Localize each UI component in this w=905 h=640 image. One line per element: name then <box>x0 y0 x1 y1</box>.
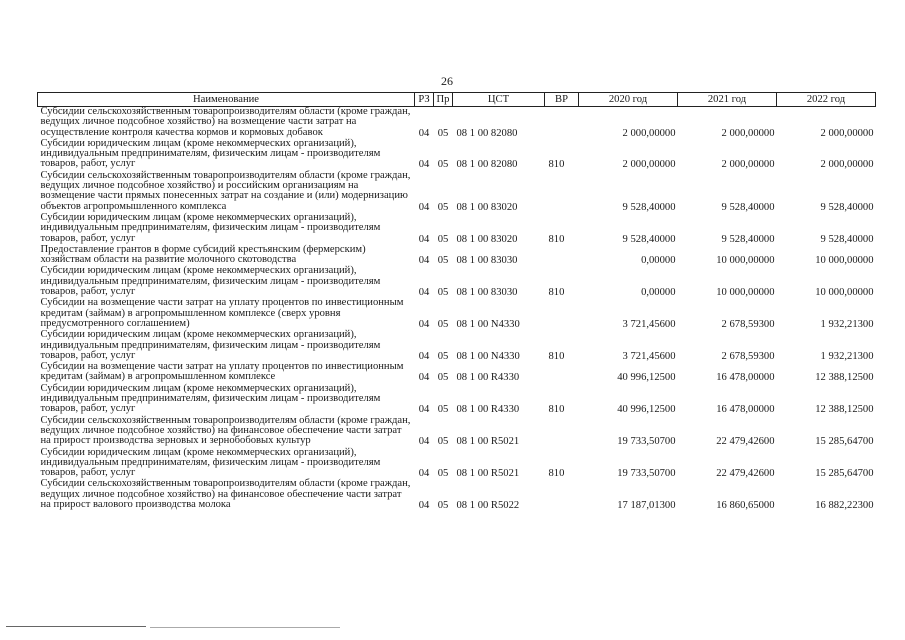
cell-vr <box>545 362 579 384</box>
cell-vr: 810 <box>548 350 565 362</box>
cell-rz: 04 <box>418 233 430 245</box>
cell-rz: 04 <box>418 499 430 511</box>
cell-y2021: 22 479,42600 <box>716 436 775 448</box>
cell-cst: 08 1 00 N4330 <box>456 350 520 362</box>
cell-pr: 05 <box>437 233 449 245</box>
cell-pr: 05 <box>437 436 449 448</box>
table-row <box>38 139 876 171</box>
table-header-row <box>38 93 876 107</box>
cell-pr: 05 <box>437 404 449 416</box>
cell-pr: 05 <box>437 318 449 330</box>
cell-y2022: 10 000,00000 <box>815 255 874 267</box>
budget-table <box>37 92 876 511</box>
cell-y2021: 10 000,00000 <box>716 287 775 299</box>
cell-pr: 05 <box>437 499 449 511</box>
cell-y2022: 9 528,40000 <box>820 201 874 213</box>
cell-y2021: 2 678,59300 <box>721 318 775 330</box>
cell-pr: 05 <box>437 201 449 213</box>
cell-y2022: 16 882,22300 <box>815 499 874 511</box>
cell-cst: 08 1 00 R5021 <box>456 436 520 448</box>
cell-vr <box>545 298 579 330</box>
cell-rz: 04 <box>418 159 430 171</box>
cell-cst: 08 1 00 83020 <box>456 201 518 213</box>
cell-y2022: 2 000,00000 <box>820 159 874 171</box>
cell-y2022: 15 285,64700 <box>815 436 874 448</box>
cell-y2020: 3 721,45600 <box>622 318 676 330</box>
cell-y2021: 2 678,59300 <box>721 350 775 362</box>
cell-y2020: 3 721,45600 <box>622 350 676 362</box>
table-row <box>38 330 876 362</box>
cell-rz: 04 <box>418 436 430 448</box>
cell-y2021: 16 860,65000 <box>716 499 775 511</box>
cell-y2020: 0,00000 <box>641 287 676 299</box>
cell-rz: 04 <box>418 255 430 267</box>
table-row <box>38 213 876 245</box>
cell-y2020: 19 733,50700 <box>617 436 676 448</box>
cell-vr <box>545 107 579 139</box>
cell-y2020: 9 528,40000 <box>622 201 676 213</box>
table-body <box>38 107 876 512</box>
cell-pr: 05 <box>437 159 449 171</box>
header-vr: ВР <box>545 93 579 107</box>
cell-name: Субсидии на возмещение части затрат на уплату процентов по инвестиционным кредитам (займам) в агропромышленном комплексе <box>40 361 404 383</box>
cell-y2022: 15 285,64700 <box>815 468 874 480</box>
cell-rz: 04 <box>418 372 430 384</box>
cell-y2020: 2 000,00000 <box>622 159 676 171</box>
table-row <box>38 171 876 213</box>
page-number: 26 <box>441 74 453 88</box>
cell-y2022: 1 932,21300 <box>820 318 874 330</box>
cell-y2022: 12 388,12500 <box>815 372 874 384</box>
table-row <box>38 416 876 448</box>
cell-cst: 08 1 00 82080 <box>456 127 518 139</box>
cell-rz: 04 <box>418 468 430 480</box>
cell-vr <box>545 171 579 213</box>
cell-pr: 05 <box>437 350 449 362</box>
cell-y2021: 2 000,00000 <box>721 159 775 171</box>
cell-pr: 05 <box>437 372 449 384</box>
cell-cst: 08 1 00 R4330 <box>456 372 520 384</box>
cell-vr: 810 <box>548 233 565 245</box>
cell-cst: 08 1 00 N4330 <box>456 318 520 330</box>
header-2020: 2020 год <box>579 93 678 107</box>
cell-y2022: 1 932,21300 <box>820 350 874 362</box>
table-row <box>38 362 876 384</box>
footer-rule <box>6 626 146 627</box>
cell-name: Субсидии сельскохозяйственным товаропроизводителям области (кроме граждан, ведущих личное подсобное хозяйство) и российским организациям на возмещение части прямых понесенных затрат на создание и (или) модернизацию объектов агропромышленного комплекса <box>40 169 411 212</box>
table-row <box>38 448 876 480</box>
cell-y2021: 16 478,00000 <box>716 404 775 416</box>
cell-y2020: 0,00000 <box>641 255 676 267</box>
cell-vr <box>545 245 579 267</box>
cell-pr: 05 <box>437 468 449 480</box>
header-pr: Пр <box>434 93 453 107</box>
cell-y2021: 2 000,00000 <box>721 127 775 139</box>
cell-y2021: 16 478,00000 <box>716 372 775 384</box>
cell-name: Субсидии юридическим лицам (кроме некоммерческих организаций), индивидуальным предпринимателям, физическим лицам - производителям товаров, работ, услуг <box>40 446 381 479</box>
cell-rz: 04 <box>418 318 430 330</box>
cell-name: Субсидии юридическим лицам (кроме некоммерческих организаций), индивидуальным предпринимателям, физическим лицам - производителям товаров, работ, услуг <box>40 137 381 170</box>
cell-y2022: 2 000,00000 <box>820 127 874 139</box>
cell-vr: 810 <box>548 468 565 480</box>
cell-name: Субсидии сельскохозяйственным товаропроизводителям области (кроме граждан, ведущих личное подсобное хозяйство) на возмещение части затрат на осуществление контроля качества кормов и кормовых добавок <box>40 106 411 138</box>
cell-cst: 08 1 00 R5022 <box>456 499 520 511</box>
cell-y2021: 10 000,00000 <box>716 255 775 267</box>
header-cst: ЦСТ <box>453 93 545 107</box>
cell-name: Субсидии на возмещение части затрат на уплату процентов по инвестиционным кредитам (займам) в агропромышленном комплексе (сверх уровня предусмотренного соглашением) <box>40 297 404 329</box>
cell-pr: 05 <box>437 287 449 299</box>
header-2021: 2021 год <box>678 93 777 107</box>
cell-cst: 08 1 00 83030 <box>456 287 518 299</box>
cell-name: Субсидии сельскохозяйственным товаропроизводителям области (кроме граждан, ведущих личное подсобное хозяйство) на финансовое обеспечение части затрат на прирост производства зерновых и зернобобовых культур <box>40 414 411 447</box>
table-row <box>38 384 876 416</box>
cell-y2020: 40 996,12500 <box>617 372 676 384</box>
table-row <box>38 266 876 298</box>
table-row <box>38 298 876 330</box>
cell-name: Субсидии юридическим лицам (кроме некоммерческих организаций), индивидуальным предпринимателям, физическим лицам - производителям товаров, работ, услуг <box>40 329 381 361</box>
cell-cst: 08 1 00 83020 <box>456 233 518 245</box>
cell-name: Субсидии сельскохозяйственным товаропроизводителям области (кроме граждан, ведущих личное подсобное хозяйство) на финансовое обеспечение части затрат на прирост валового производства молока <box>40 478 411 510</box>
cell-vr: 810 <box>548 404 565 416</box>
cell-rz: 04 <box>418 287 430 299</box>
table-row <box>38 479 876 511</box>
cell-vr <box>545 479 579 511</box>
cell-cst: 08 1 00 R5021 <box>456 468 520 480</box>
cell-rz: 04 <box>418 201 430 213</box>
header-2022: 2022 год <box>777 93 876 107</box>
cell-y2022: 10 000,00000 <box>815 287 874 299</box>
cell-cst: 08 1 00 83030 <box>456 255 518 267</box>
cell-y2022: 9 528,40000 <box>820 233 874 245</box>
footer-rule-faint <box>150 627 340 628</box>
table-row <box>38 245 876 267</box>
cell-y2020: 19 733,50700 <box>617 468 676 480</box>
cell-name: Субсидии юридическим лицам (кроме некоммерческих организаций), индивидуальным предпринимателям, физическим лицам - производителям товаров, работ, услуг <box>40 382 381 415</box>
cell-pr: 05 <box>437 255 449 267</box>
header-name: Наименование <box>38 93 415 107</box>
cell-y2020: 17 187,01300 <box>617 499 676 511</box>
cell-name: Субсидии юридическим лицам (кроме некоммерческих организаций), индивидуальным предпринимателям, физическим лицам - производителям товаров, работ, услуг <box>40 211 381 244</box>
cell-name: Предоставление грантов в форме субсидий крестьянским (фермерским) хозяйствам области на развитие молочного скотоводства <box>40 243 366 266</box>
cell-rz: 04 <box>418 350 430 362</box>
cell-y2020: 9 528,40000 <box>622 233 676 245</box>
cell-y2022: 12 388,12500 <box>815 404 874 416</box>
cell-y2021: 9 528,40000 <box>721 201 775 213</box>
header-rz: РЗ <box>415 93 434 107</box>
cell-y2021: 22 479,42600 <box>716 468 775 480</box>
cell-y2020: 2 000,00000 <box>622 127 676 139</box>
table-row <box>38 107 876 139</box>
cell-pr: 05 <box>437 127 449 139</box>
cell-name: Субсидии юридическим лицам (кроме некоммерческих организаций), индивидуальным предпринимателям, физическим лицам - производителям товаров, работ, услуг <box>40 265 381 298</box>
cell-cst: 08 1 00 82080 <box>456 159 518 171</box>
cell-y2020: 40 996,12500 <box>617 404 676 416</box>
cell-vr: 810 <box>548 287 565 299</box>
cell-rz: 04 <box>418 127 430 139</box>
cell-y2021: 9 528,40000 <box>721 233 775 245</box>
cell-cst: 08 1 00 R4330 <box>456 404 520 416</box>
cell-rz: 04 <box>418 404 430 416</box>
cell-vr: 810 <box>548 159 565 171</box>
cell-vr <box>545 416 579 448</box>
